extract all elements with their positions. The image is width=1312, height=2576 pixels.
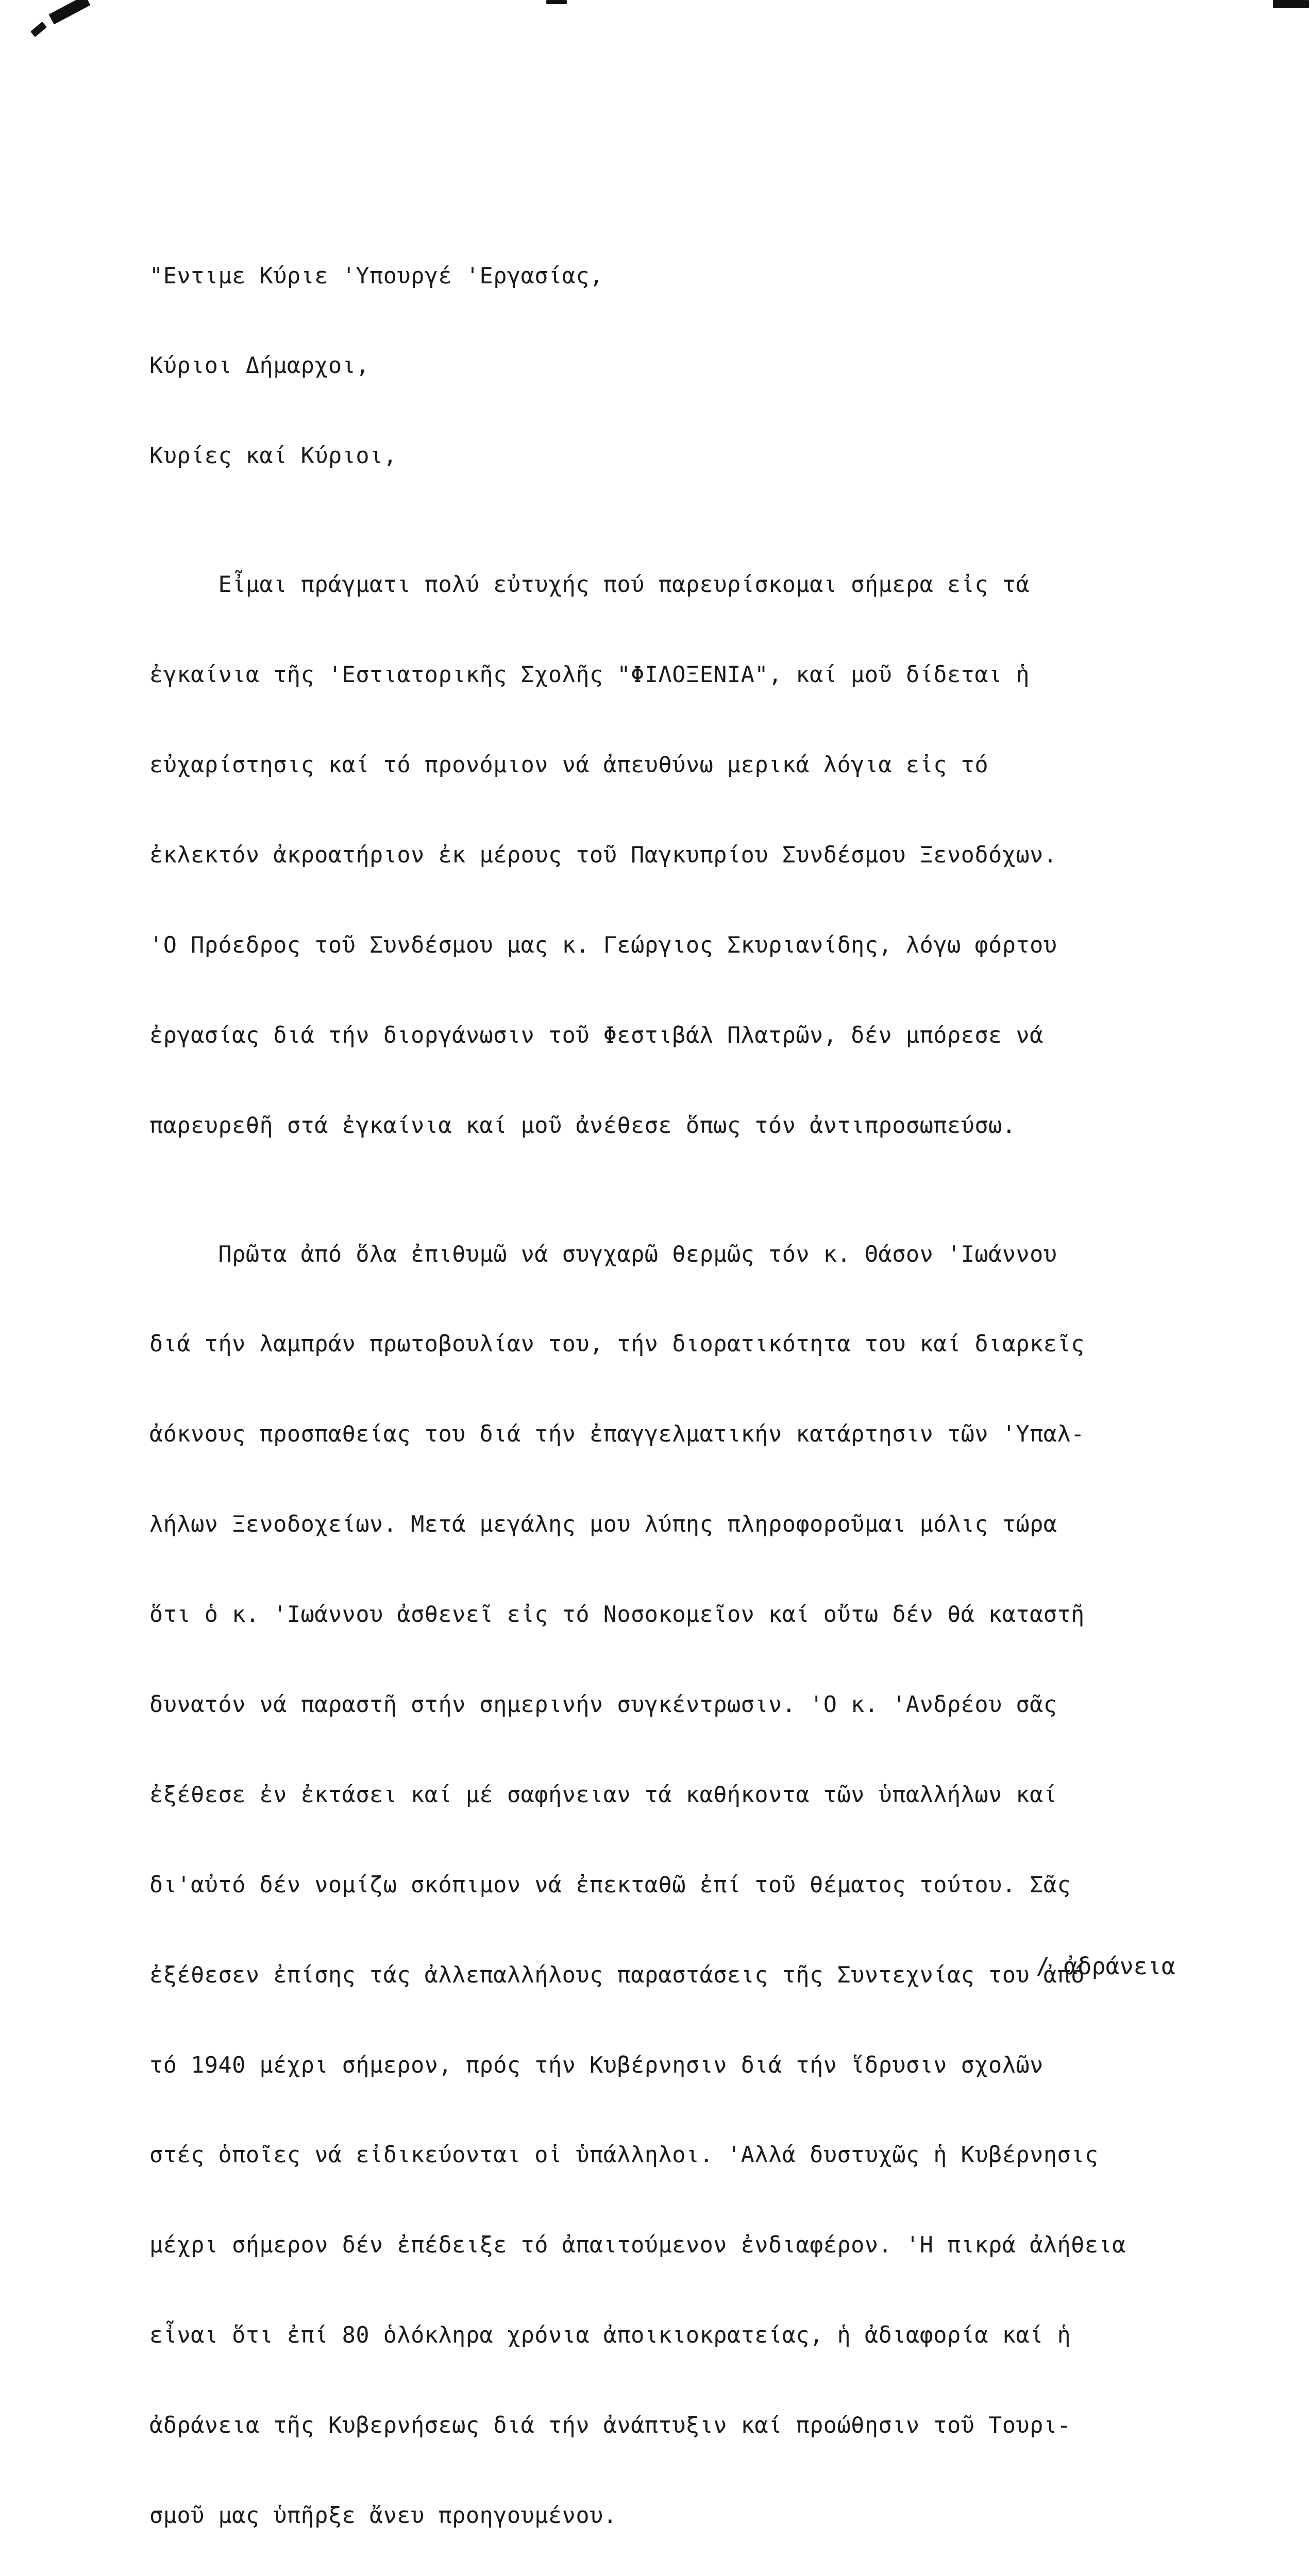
paragraph-line: ἐγκαίνια τῆς 'Εστιατορικῆς Σχολῆς "ΦΙΛΟΞΕΝΙΑ", καί μοῦ δίδεται ἡ	[149, 662, 1030, 688]
paragraph-line: εὐχαρίστησις καί τό προνόμιον νά ἀπευθύνω μερικά λόγια εἰς τό	[149, 752, 989, 778]
paragraph-line: ἐξέθεσε ἐν ἐκτάσει καί μέ σαφήνειαν τά καθήκοντα τῶν ὑπαλλήλων καί	[149, 1782, 1057, 1808]
scan-speck	[546, 0, 567, 4]
paragraph-line: ὅτι ὁ κ. 'Ιωάννου ἀσθενεῖ εἰς τό Νοσοκομεῖον καί οὔτω δέν θά καταστῆ	[149, 1602, 1085, 1628]
paragraph-line: ἀδράνεια τῆς Κυβερνήσεως διά τήν ἀνάπτυξιν καί προώθησιν τοῦ Τουρι-	[149, 2413, 1071, 2439]
paragraph-line: ἀόκνους προσπαθείας του διά τήν ἐπαγγελματικήν κατάρτησιν τῶν 'Υπαλ-	[149, 1421, 1085, 1448]
salutation-line: "Εντιμε Κύριε 'Υπουργέ 'Εργασίας,	[149, 263, 603, 289]
paragraph-line: Εἶμαι πράγματι πολύ εὐτυχής πού παρευρίσκομαι σήμερα εἰς τά	[149, 572, 1030, 598]
paragraph-line: στές ὁποῖες νά εἰδικεύονται οἱ ὑπάλληλοι. 'Αλλά δυστυχῶς ἡ Κυβέρνησις	[149, 2142, 1099, 2168]
paragraph-line: παρευρεθῆ στά ἐγκαίνια καί μοῦ ἀνέθεσε ὅπως τόν ἀντιπροσωπεύσω.	[149, 1112, 1016, 1139]
paragraph-line: μέχρι σήμερον δέν ἐπέδειξε τό ἀπαιτούμενον ἐνδιαφέρον. 'Η πικρά ἀλήθεια	[149, 2232, 1126, 2259]
scan-speck	[1273, 0, 1309, 8]
salutation-line: Κύριοι Δήμαρχοι,	[149, 353, 370, 379]
salutation-line: Κυρίες καί Κύριοι,	[149, 443, 397, 469]
paragraph-line: τό 1940 μέχρι σήμερον, πρός τήν Κυβέρνησιν διά τήν ἵδρυσιν σχολῶν	[149, 2052, 1044, 2078]
paragraph-line: διά τήν λαμπράν πρωτοβουλίαν του, τήν διορατικότητα του καί διαρκεῖς	[149, 1331, 1085, 1358]
page-continuation-catchword: / ἀδράνεια	[1036, 1953, 1175, 1980]
paragraph-line: σμοῦ μας ὑπῆρξε ἄνευ προηγουμένου.	[149, 2502, 617, 2529]
scan-speck	[30, 22, 47, 37]
scan-speck	[49, 0, 91, 24]
typewritten-letter-body	[149, 201, 1257, 2576]
paragraph-line: δυνατόν νά παραστῆ στήν σημερινήν συγκέντρωσιν. 'Ο κ. 'Ανδρέου σᾶς	[149, 1691, 1057, 1718]
paragraph-line: Πρῶτα ἀπό ὅλα ἐπιθυμῶ νά συγχαρῶ θερμῶς τόν κ. Θάσον 'Ιωάννου	[149, 1241, 1057, 1267]
paragraph-line: λήλων Ξενοδοχείων. Μετά μεγάλης μου λύπης πληροφοροῦμαι μόλις τώρα	[149, 1512, 1057, 1538]
paragraph-line: ἐργασίας διά τήν διοργάνωσιν τοῦ Φεστιβάλ Πλατρῶν, δέν μπόρεσε νά	[149, 1022, 1044, 1048]
paragraph-line: εἶναι ὅτι ἐπί 80 ὁλόκληρα χρόνια ἀποικιοκρατείας, ἡ ἀδιαφορία καί ἡ	[149, 2323, 1071, 2349]
paragraph-line: 'Ο Πρόεδρος τοῦ Συνδέσμου μας κ. Γεώργιος Σκυριανίδης, λόγω φόρτου	[149, 932, 1057, 958]
paragraph-line: δι'αὐτό δέν νομίζω σκόπιμον νά ἐπεκταθῶ ἐπί τοῦ θέματος τούτου. Σᾶς	[149, 1872, 1071, 1898]
paragraph-line: ἐξέθεσεν ἐπίσης τάς ἀλλεπαλλήλους παραστάσεις τῆς Συντεχνίας του ἀπό	[149, 1962, 1085, 1988]
paragraph-line: ἐκλεκτόν ἀκροατήριον ἐκ μέρους τοῦ Παγκυπρίου Συνδέσμου Ξενοδόχων.	[149, 842, 1057, 868]
